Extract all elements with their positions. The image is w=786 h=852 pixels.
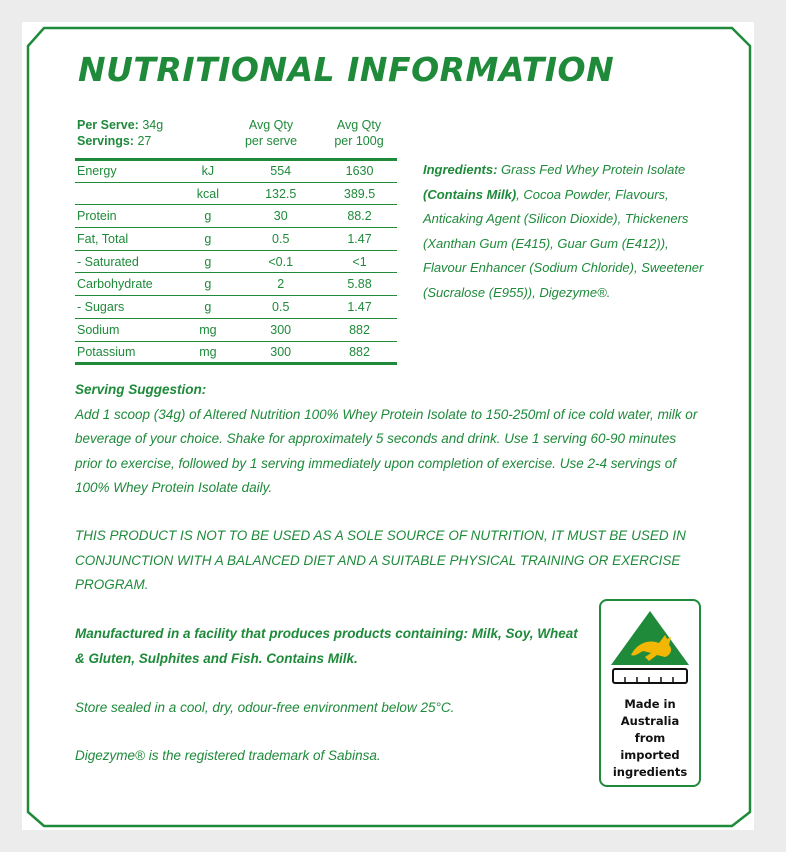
value-per-serve: 300 xyxy=(239,341,322,364)
per-serve-label: Per Serve: xyxy=(77,118,139,132)
column-header-line: Avg Qty xyxy=(248,118,294,132)
nutrient-name xyxy=(75,182,176,205)
table-row xyxy=(75,296,397,319)
nutrition-label-panel xyxy=(22,22,754,830)
nutrient-name: - Sugars xyxy=(75,296,176,319)
value-per-100g: 882 xyxy=(322,341,397,364)
value-per-100g: 88.2 xyxy=(322,205,397,228)
nutrient-unit: kcal xyxy=(176,182,239,205)
nutrient-name: Potassium xyxy=(75,341,176,364)
value-per-serve: 2 xyxy=(239,273,322,296)
value-per-100g: 5.88 xyxy=(322,273,397,296)
servings-value: 27 xyxy=(137,134,152,148)
nutrient-name: Fat, Total xyxy=(75,228,176,251)
serving-suggestion-text: Add 1 scoop (34g) of Altered Nutrition 100% Whey Protein Isolate to 150-250ml of ice cold water, milk or beverage of your choice. Shake for approximately 5 seconds and drink. Use 1 serving 60-90 minutes prior to exercise, followed by 1 serving immediately upon completion of exercise. Use 2-4 servings of 100% Whey Protein Isolate daily. xyxy=(75,406,698,495)
serving-suggestion xyxy=(75,378,705,501)
value-per-100g: 1.47 xyxy=(322,228,397,251)
badge-line: ingredients xyxy=(612,765,688,779)
serve-info xyxy=(77,117,163,149)
ingredients-part-b: , Cocoa Powder, Flavours, Anticaking Agent (Silicon Dioxide), Thickeners (Xanthan Gum (E415), Guar Gum (E412)), Flavour Enhancer (Sodium Chloride), Sweetener (Sucralose (E955)), Digezyme®. xyxy=(423,186,704,300)
nutrient-name: Energy xyxy=(75,160,176,183)
nutrient-unit: kJ xyxy=(176,160,239,183)
ingredients-allergen: (Contains Milk) xyxy=(423,186,517,202)
table-row xyxy=(75,205,397,228)
table-row xyxy=(75,318,397,341)
value-per-100g: 1.47 xyxy=(322,296,397,319)
value-per-serve: 300 xyxy=(239,318,322,341)
column-header-per-100g xyxy=(322,117,396,149)
nutrient-name: Protein xyxy=(75,205,176,228)
nutrient-unit: g xyxy=(176,273,239,296)
nutrient-unit: g xyxy=(176,296,239,319)
serving-suggestion-heading: Serving Suggestion: xyxy=(75,382,207,397)
value-per-100g: <1 xyxy=(322,250,397,273)
value-per-100g: 389.5 xyxy=(322,182,397,205)
storage-instructions: Store sealed in a cool, dry, odour-free environment below 25°C. xyxy=(75,700,455,715)
ingredients-text xyxy=(423,158,713,305)
nutrient-unit: g xyxy=(176,250,239,273)
table-row xyxy=(75,182,397,205)
nutrient-name: Sodium xyxy=(75,318,176,341)
value-per-serve: 132.5 xyxy=(239,182,322,205)
column-header-line: Avg Qty xyxy=(336,118,382,132)
nutrient-unit: g xyxy=(176,228,239,251)
badge-line: Australia xyxy=(620,714,680,728)
column-header-line: per serve xyxy=(244,134,298,148)
ingredients-part-a: Grass Fed Whey Protein Isolate xyxy=(497,162,686,177)
table-row xyxy=(75,273,397,296)
badge-text xyxy=(601,696,699,781)
value-per-serve: 30 xyxy=(239,205,322,228)
nutrient-unit: mg xyxy=(176,341,239,364)
value-per-serve: 0.5 xyxy=(239,296,322,319)
column-header-line: per 100g xyxy=(334,134,384,148)
per-serve-value: 34g xyxy=(142,118,164,132)
column-header-per-serve xyxy=(234,117,308,149)
nutrient-name: - Saturated xyxy=(75,250,176,273)
nutrient-unit: mg xyxy=(176,318,239,341)
country-of-origin-badge xyxy=(599,599,701,787)
trademark-note: Digezyme® is the registered trademark of Sabinsa. xyxy=(75,748,381,763)
servings-label: Servings: xyxy=(77,134,134,148)
proportion-bar-icon xyxy=(601,665,699,689)
value-per-100g: 1630 xyxy=(322,160,397,183)
nutrient-name: Carbohydrate xyxy=(75,273,176,296)
badge-line: imported xyxy=(620,748,680,762)
table-row xyxy=(75,341,397,364)
badge-line: from xyxy=(634,731,666,745)
warning-text: THIS PRODUCT IS NOT TO BE USED AS A SOLE SOURCE OF NUTRITION, IT MUST BE USED IN CONJUNCTION WITH A BALANCED DIET AND A SUITABLE PHYSICAL TRAINING OR EXERCISE PROGRAM. xyxy=(75,528,686,592)
value-per-100g: 882 xyxy=(322,318,397,341)
page-title: NUTRITIONAL INFORMATION xyxy=(78,50,615,89)
nutrient-unit: g xyxy=(176,205,239,228)
value-per-serve: 0.5 xyxy=(239,228,322,251)
table-row xyxy=(75,160,397,183)
badge-line: Made in xyxy=(624,697,676,711)
table-row xyxy=(75,228,397,251)
ingredients-label: Ingredients: xyxy=(423,162,498,177)
value-per-serve: 554 xyxy=(239,160,322,183)
allergen-statement: Manufactured in a facility that produces products containing: Milk, Soy, Wheat & Gluten, Sulphites and Fish. Contains Milk. xyxy=(75,626,578,666)
table-row xyxy=(75,250,397,273)
value-per-serve: <0.1 xyxy=(239,250,322,273)
nutrition-table xyxy=(75,158,397,365)
